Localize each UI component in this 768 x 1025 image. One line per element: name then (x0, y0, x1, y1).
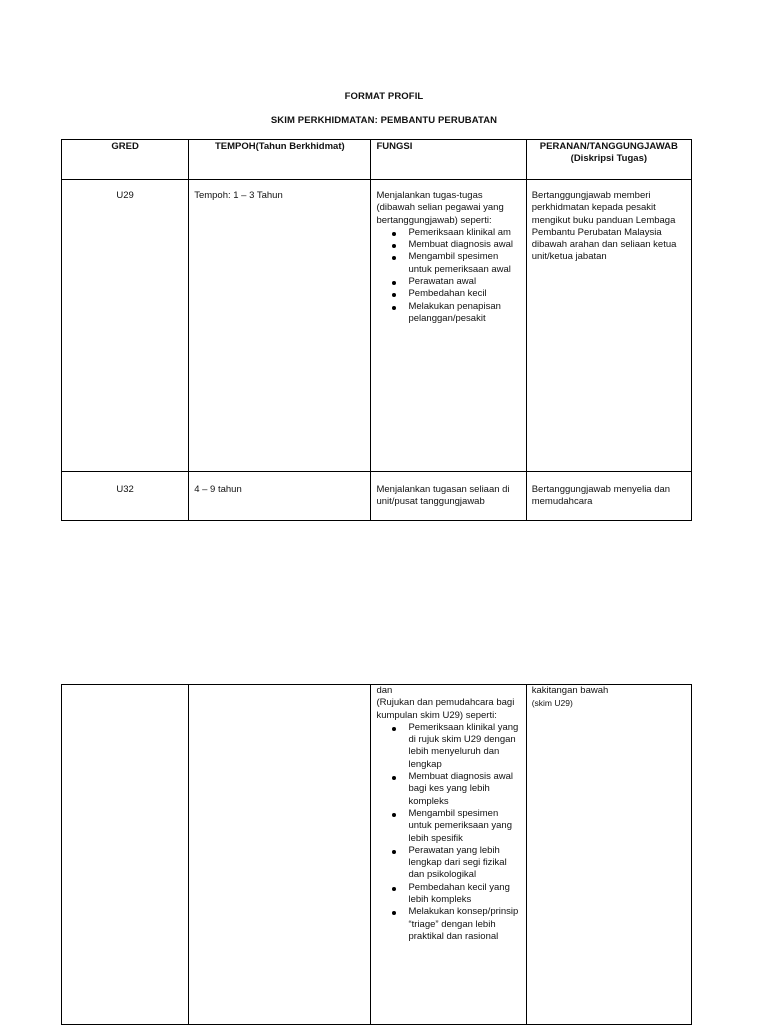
function-intro: Menjalankan tugas-tugas (dibawah selian pegawai yang bertanggungjawab) seperti: (376, 190, 504, 226)
list-item: Mengambil spesimen untuk pemeriksaan yang lebih spesifik (408, 808, 521, 845)
list-item: Membuat diagnosis awal (408, 239, 521, 251)
function-list (376, 722, 521, 943)
period-cell (189, 685, 371, 1025)
list-item: Pemeriksaan klinikal am (408, 227, 521, 239)
list-item: Melakukan konsep/prinsip “triage” dengan lebih praktikal dan rasional (408, 906, 521, 943)
column-header-role-line2: (Diskripsi Tugas) (570, 153, 648, 165)
page-title: FORMAT PROFIL (344, 91, 424, 102)
role-text: kakitangan bawah (531, 685, 609, 696)
function-list (376, 227, 521, 325)
period-cell: Tempoh: 1 – 3 Tahun (189, 180, 371, 472)
page-subtitle: SKIM PERKHIDMATAN: PEMBANTU PERUBATAN (270, 115, 498, 126)
role-cell: Bertanggungjawab menyelia dan memudahcara (526, 472, 691, 521)
grade-cell: U32 (62, 472, 189, 521)
function-cell (371, 685, 526, 1025)
profile-table (61, 139, 692, 521)
profile-table-continuation (61, 684, 692, 1025)
table-row (62, 180, 692, 472)
list-item: Perawatan awal (408, 276, 521, 288)
column-header-role-line1: PERANAN/TANGGUNGJAWAB (539, 141, 678, 152)
table-row (62, 472, 692, 521)
list-item: Pemeriksaan klinikal yang di rujuk skim U29 dengan lebih menyeluruh dan lengkap (408, 722, 521, 771)
role-cell: Bertanggungjawab memberi perkhidmatan kepada pesakit mengikut buku panduan Lembaga Pembantu Perubatan Malaysia dibawah arahan dan seliaan ketua unit/ketua jabatan (526, 180, 691, 472)
role-cell (526, 685, 691, 1025)
column-header-role (526, 140, 691, 180)
function-intro: dan (376, 685, 393, 696)
table-header-row (62, 140, 692, 180)
table-row (62, 685, 692, 1025)
grade-cell (62, 685, 189, 1025)
list-item: Membuat diagnosis awal bagi kes yang lebih kompleks (408, 771, 521, 808)
function-cell: Menjalankan tugasan seliaan di unit/pusat tanggungjawab (371, 472, 526, 521)
column-header-function: FUNGSI (371, 140, 526, 180)
function-cell (371, 180, 526, 472)
list-item: Pembedahan kecil yang lebih kompleks (408, 882, 521, 907)
list-item: Mengambil spesimen untuk pemeriksaan awal (408, 251, 521, 276)
list-item: Melakukan penapisan pelanggan/pesakit (408, 301, 521, 326)
column-header-grade: GRED (62, 140, 189, 180)
period-cell: 4 – 9 tahun (189, 472, 371, 521)
column-header-period: TEMPOH(Tahun Berkhidmat) (189, 140, 371, 180)
function-intro: (Rujukan dan pemudahcara bagi kumpulan skim U29) seperti: (376, 697, 515, 721)
list-item: Pembedahan kecil (408, 288, 521, 300)
role-text: (skim U29) (531, 698, 573, 709)
list-item: Perawatan yang lebih lengkap dari segi fizikal dan psikologikal (408, 845, 521, 882)
grade-cell: U29 (62, 180, 189, 472)
